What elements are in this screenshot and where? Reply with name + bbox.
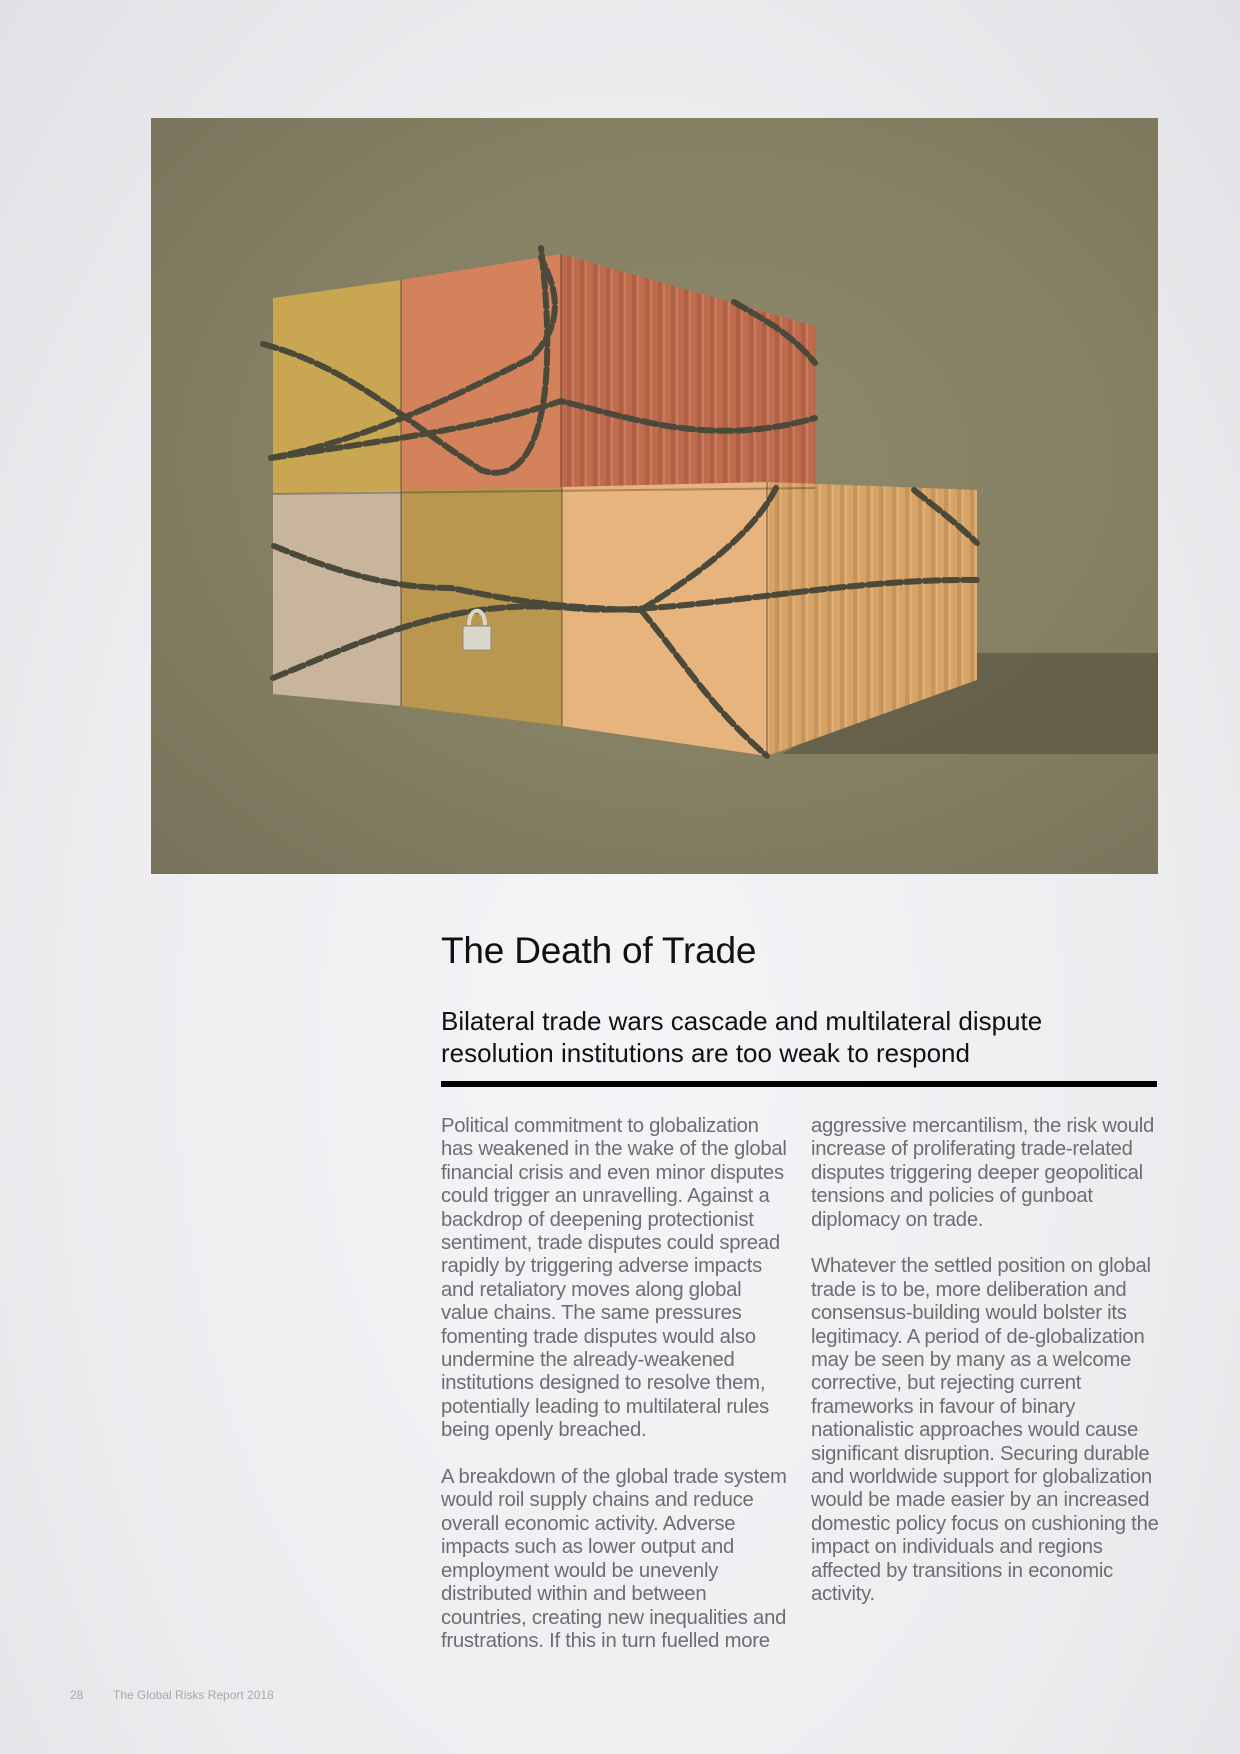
body-column-right [811,1115,1161,1630]
container-yellow-top [273,280,401,494]
page-number: 28 [70,1688,84,1702]
page-subtitle: Bilateral trade wars cascade and multilateral dispute resolution institutions are too weak to respond [441,1006,1043,1068]
container-beige [273,490,401,706]
paragraph: Whatever the settled position on global trade is to be, more deliberation and consensus-building would bolster its legitimacy. A period of de-globalization may be seen by many as a welcome corrective, but rejecting current frameworks in favour of binary nationalistic approaches would cause significant disruption. Securing durable and worldwide support for globalization would be made easier by an increased domestic policy focus on cushioning the impact on individuals and regions affected by transitions in economic activity. [811,1255,1159,1606]
paragraph: Political commitment to globalization has weakened in the wake of the global financial crisis and even minor disputes could trigger an unravelling. Against a backdrop of deepening protectionist sentiment, trade disputes could spread rapidly by triggering adverse impacts and retaliatory moves along global value chains. The same pressures fomenting trade disputes would also undermine the already-weakened institutions designed to resolve them, potentially leading to multilateral rules being openly breached. [441,1115,787,1442]
illustration-chained-containers [151,118,1158,874]
paragraph: aggressive mercantilism, the risk would increase of proliferating trade-related disputes triggering deeper geopolitical tensions and policies of gunboat diplomacy on trade. [811,1115,1155,1231]
page-title: The Death of Trade [441,930,757,971]
title-divider [441,1081,1157,1087]
paragraph: A breakdown of the global trade system would roil supply chains and reduce overall economic activity. Adverse impacts such as lower output and employment would be unevenly distributed within and between countries, creating new inequalities and frustrations. If this in turn fuelled more [441,1466,787,1652]
report-name: The Global Risks Report 2018 [113,1688,274,1702]
body-column-left [441,1115,791,1677]
container-peach-front [562,482,767,756]
container-orange-front [401,254,561,490]
